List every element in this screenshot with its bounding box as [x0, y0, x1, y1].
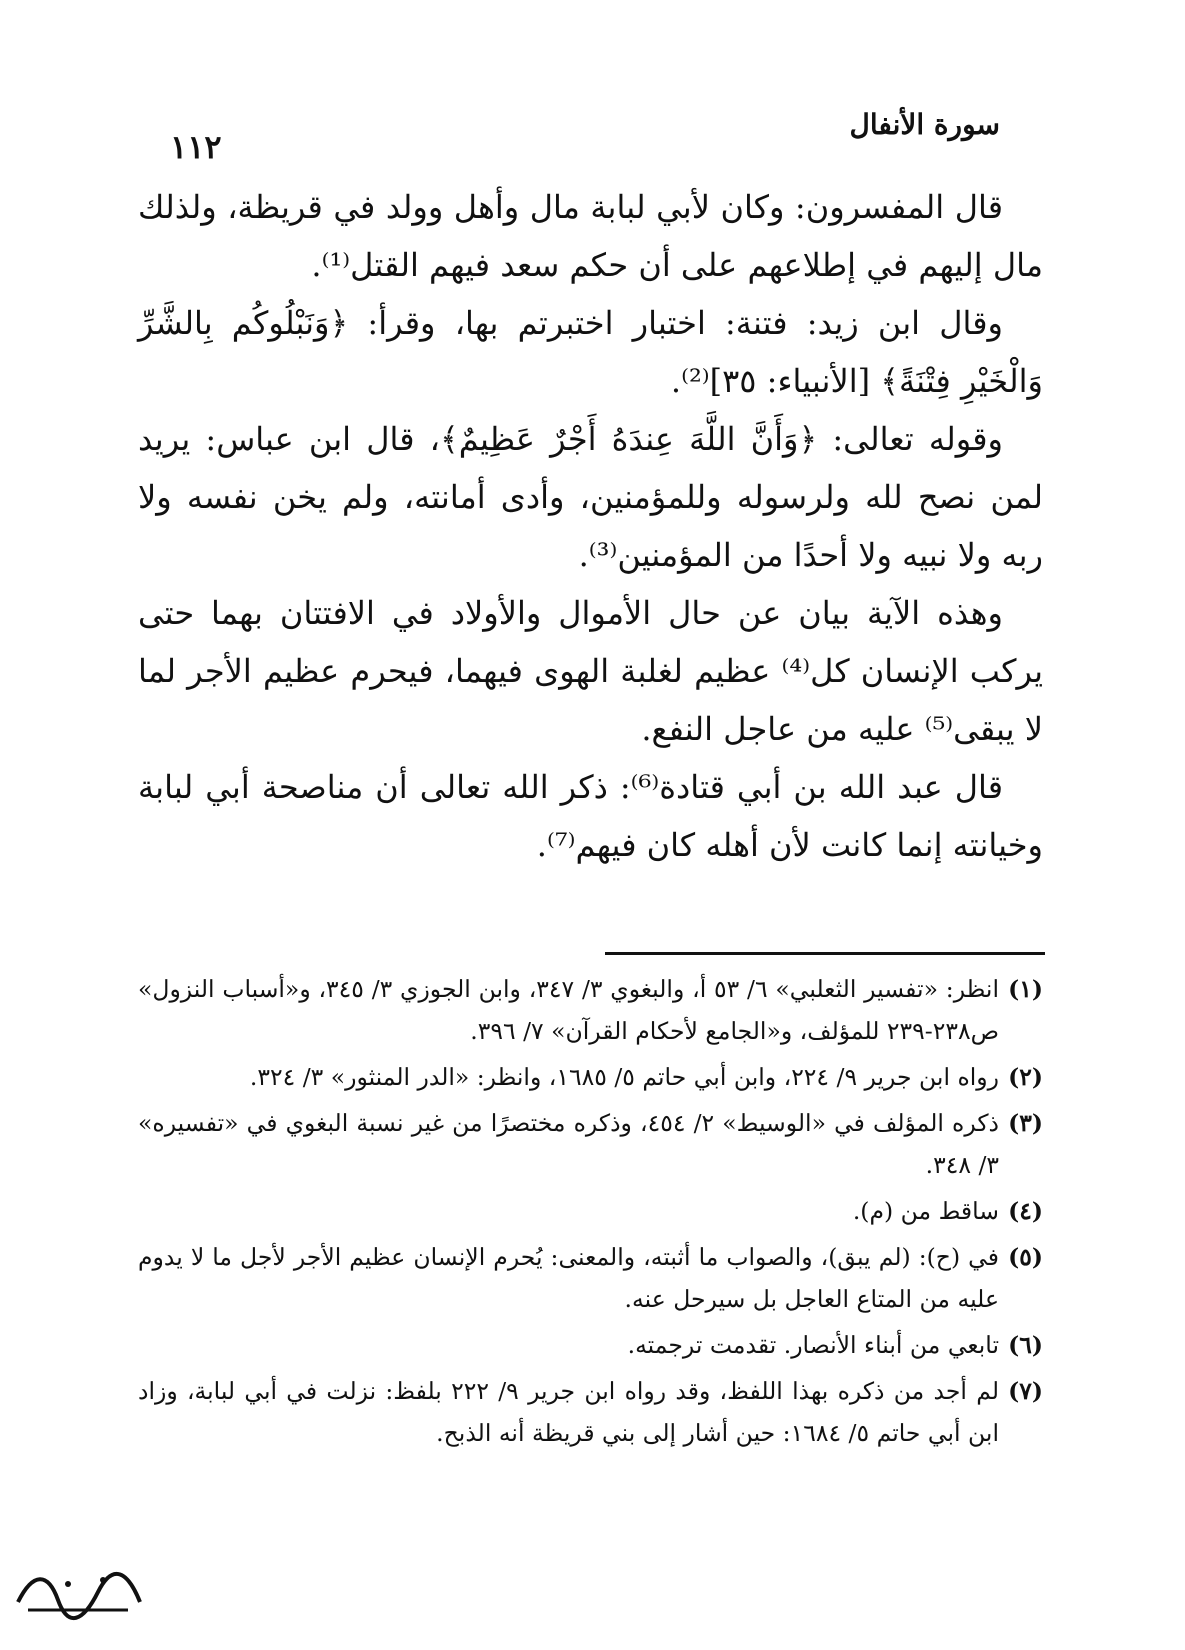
footnote-text: تابعي من أبناء الأنصار. تقدمت ترجمته. [627, 1331, 999, 1359]
footnote-number: (٦) [1008, 1331, 1043, 1359]
footnote-divider [605, 952, 1045, 955]
footnote-item [138, 1190, 1043, 1232]
footnote-text: انظر: «تفسير الثعلبي» ٦/ ٥٣ أ، والبغوي ٣/ ٣٤٧، وابن الجوزي ٣/ ٣٤٥، و«أسباب النزول» ص٢٣٨-٢٣٩ للمؤلف، و«الجامع لأحكام القرآن» ٧/ ٣٩٦. [138, 975, 1000, 1045]
paragraph: قال المفسرون: وكان لأبي لبابة مال وأهل وولد في قريظة، ولذلك مال إليهم في إطلاعهم على أن حكم سعد فيهم القتل⁽¹⁾. [138, 188, 1043, 284]
footnote-number: (٧) [1008, 1377, 1043, 1405]
footnote-number: (٢) [1008, 1063, 1043, 1091]
footnote-item [138, 1056, 1043, 1098]
footnotes [138, 968, 1043, 1458]
paragraph: وقوله تعالى: ﴿وَأَنَّ اللَّهَ عِندَهُ أَجْرٌ عَظِيمٌ﴾، قال ابن عباس: يريد لمن نصح لله ولرسوله وللمؤمنين، وأدى أمانته، ولم يخن نفسه ولا ربه ولا نبيه ولا أحدًا من المؤمنين⁽³⁾. [138, 420, 1043, 574]
footnote-item [138, 1236, 1043, 1320]
footnote-number: (١) [1008, 975, 1043, 1003]
footnote-text: ذكره المؤلف في «الوسيط» ٢/ ٤٥٤، وذكره مختصرًا من غير نسبة البغوي في «تفسيره» ٣/ ٣٤٨. [138, 1109, 999, 1179]
paragraph: قال عبد الله بن أبي قتادة⁽⁶⁾: ذكر الله تعالى أن مناصحة أبي لبابة وخيانته إنما كانت لأن أهله كان فيهم⁽⁷⁾. [138, 768, 1043, 864]
paragraph: وقال ابن زيد: فتنة: اختبار اختبرتم بها، وقرأ: ﴿وَنَبْلُوكُم بِالشَّرِّ وَالْخَيْرِ فِتْنَةً﴾ [الأنبياء: ٣٥]⁽²⁾. [138, 304, 1043, 400]
page-header [170, 108, 1000, 168]
footnote-number: (٤) [1008, 1197, 1043, 1225]
surah-title: سورة الأنفال [849, 108, 1000, 141]
footnote-number: (٣) [1008, 1109, 1043, 1137]
paragraph: وهذه الآية بيان عن حال الأموال والأولاد في الافتتان بهما حتى يركب الإنسان كل⁽⁴⁾ عظيم لغلبة الهوى فيهما، فيحرم عظيم الأجر لما لا يبقى⁽⁵⁾ عليه من عاجل النفع. [138, 594, 1044, 748]
footnote-number: (٥) [1008, 1243, 1043, 1271]
footnote-item [138, 1102, 1043, 1186]
calligraphy-logo-icon [8, 1562, 148, 1632]
footnote-item [138, 1324, 1043, 1366]
page-number: ١١٢ [170, 128, 222, 166]
footnote-text: ساقط من (م). [852, 1197, 999, 1225]
main-text [138, 178, 1043, 874]
footnote-text: رواه ابن جرير ٩/ ٢٢٤، وابن أبي حاتم ٥/ ١٦٨٥، وانظر: «الدر المنثور» ٣/ ٣٢٤. [249, 1063, 999, 1091]
footnote-item [138, 1370, 1043, 1454]
footnote-text: لم أجد من ذكره بهذا اللفظ، وقد رواه ابن جرير ٩/ ٢٢٢ بلفظ: نزلت في أبي لبابة، وزاد ابن أبي حاتم ٥/ ١٦٨٤: حين أشار إلى بني قريظة أنه الذبح. [138, 1377, 999, 1447]
footnote-item [138, 968, 1043, 1052]
footnote-text: في (ح): (لم يبق)، والصواب ما أثبته، والمعنى: يُحرم الإنسان عظيم الأجر لأجل ما لا يدوم عليه من المتاع العاجل بل سيرحل عنه. [138, 1243, 999, 1313]
